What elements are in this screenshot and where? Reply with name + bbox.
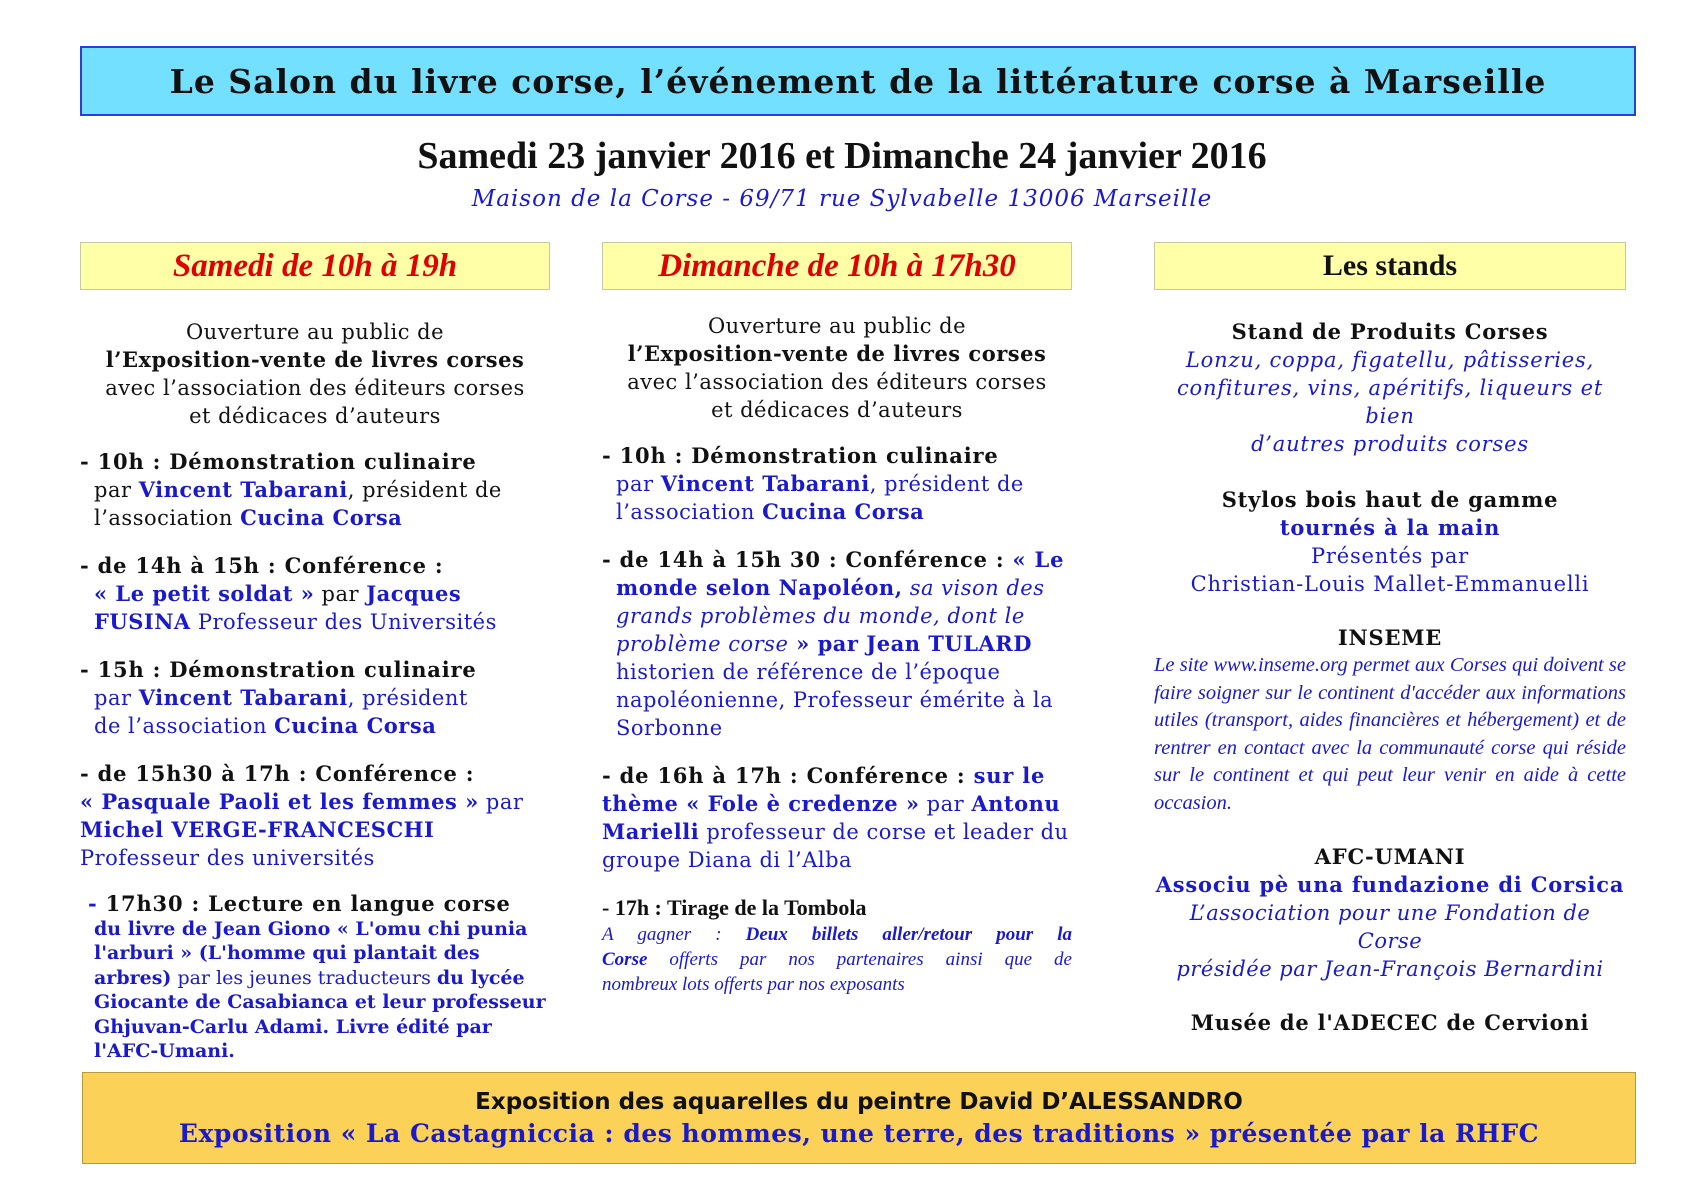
saturday-column — [80, 318, 550, 1064]
saturday-event-4: - de 15h30 à 17h : Conférence : « Pasquale Paoli et les femmes » par Michel VERGE-FRANCESCHI Professeur des universités — [80, 761, 524, 870]
stand-inseme: INSEME Le site www.inseme.org permet aux Corses qui doivent se faire soigner sur le continent d'accéder aux informations utiles (transport, aides financières et hébergement) et de rentrer en contact avec la communauté corse qui réside sur le continent et qui peut leur venir en aide à cette occasion. — [1154, 625, 1626, 814]
stand-produits-corses: Stand de Produits Corses Lonzu, coppa, figatellu, pâtisseries, confitures, vins, apéritifs, liqueurs et bien d’autres produits corses — [1176, 319, 1604, 456]
sunday-event-2: - de 14h à 15h 30 : Conférence : « Le monde selon Napoléon, sa vison des grands problèmes du monde, dont le problème corse » par Jean TULARD historien de référence de l’époque napoléonienne, Professeur émérite à la Sorbonne — [602, 547, 1065, 740]
stands-column — [1154, 318, 1626, 1037]
saturday-header: Samedi de 10h à 19h — [80, 242, 550, 290]
title-banner — [80, 46, 1636, 116]
sunday-intro: Ouverture au public de l’Exposition-vente de livres corses avec l’association des éditeurs corses et dédicaces d’auteurs — [627, 314, 1047, 422]
sunday-event-3: - de 16h à 17h : Conférence : sur le thème « Fole è credenze » par Antonu Marielli professeur de corse et leader du groupe Diana di l’Alba — [602, 763, 1069, 872]
saturday-intro: Ouverture au public de l’Exposition-vente de livres corses avec l’association des éditeurs corses et dédicaces d’auteurs — [105, 320, 525, 428]
saturday-event-3: - 15h : Démonstration culinaire par Vincent Tabarani, président de l’association Cucina Corsa — [80, 657, 477, 738]
event-address: Maison de la Corse - 69/71 rue Sylvabelle 13006 Marseille — [471, 186, 1213, 212]
stand-afc-umani: AFC-UMANI Associu pè una fundazione di Corsica L’association pour une Fondation de Corse présidée par Jean-François Bernardini — [1155, 844, 1625, 981]
footer-line-1: Exposition des aquarelles du peintre David D’ALESSANDRO — [475, 1088, 1243, 1115]
saturday-event-1: - 10h : Démonstration culinaire par Vincent Tabarani, président de l’association Cucina Corsa — [80, 449, 502, 530]
sunday-event-1: - 10h : Démonstration culinaire par Vincent Tabarani, président de l’association Cucina Corsa — [602, 443, 1024, 524]
footer-banner — [82, 1072, 1636, 1164]
stands-header: Les stands — [1154, 242, 1626, 290]
sunday-event-4: - 17h : Tirage de la Tombola A gagner : Deux billets aller/retour pour la Corse offerts par nos partenaires ainsi que de nombreux lots offerts par nos exposants — [602, 895, 1072, 995]
saturday-event-5: - 17h30 : Lecture en langue corse du livre de Jean Giono « L'omu chi punia l'arburi » (L'homme qui plantait des arbres) par les jeunes traducteurs du lycée Giocante de Casabianca et leur professeur Ghjuvan-Carlu Adami. Livre édité par l'AFC-Umani. — [88, 891, 546, 1062]
sunday-header: Dimanche de 10h à 17h30 — [602, 242, 1072, 290]
event-dates: Samedi 23 janvier 2016 et Dimanche 24 janvier 2016 — [417, 135, 1267, 177]
sunday-column — [602, 312, 1072, 997]
saturday-event-2: - de 14h à 15h : Conférence : « Le petit soldat » par Jacques FUSINA Professeur des Universités — [80, 553, 497, 634]
stand-musee-adecec: Musée de l'ADECEC de Cervioni — [1190, 1010, 1590, 1035]
footer-line-2: Exposition « La Castagniccia : des hommes, une terre, des traditions » présentée par la RHFC — [178, 1118, 1540, 1148]
page-title: Le Salon du livre corse, l’événement de la littérature corse à Marseille — [169, 61, 1547, 101]
stand-stylos: Stylos bois haut de gamme tournés à la main Présentés par Christian-Louis Mallet-Emmanuelli — [1190, 487, 1590, 596]
